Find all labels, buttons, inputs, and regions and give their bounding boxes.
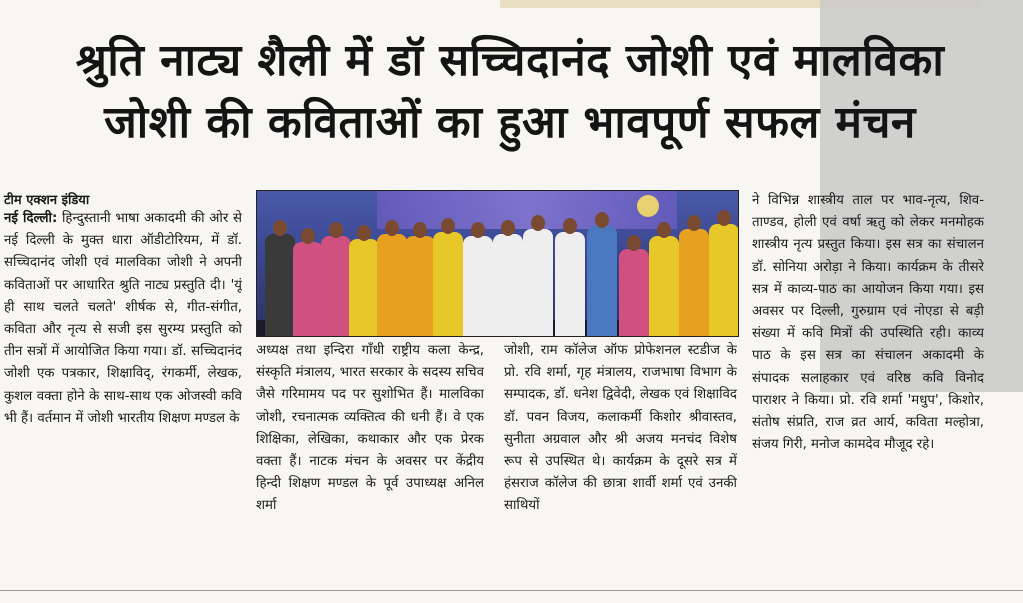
person-head xyxy=(441,218,455,234)
person-figure xyxy=(493,218,523,336)
article-column-2 xyxy=(256,340,484,588)
person-figure xyxy=(649,220,679,336)
person-figure xyxy=(265,218,295,336)
article-column-3 xyxy=(504,340,737,588)
person-body xyxy=(493,234,523,336)
person-figure xyxy=(405,220,435,336)
byline: टीम एक्शन इंडिया xyxy=(4,193,90,208)
person-body xyxy=(709,224,739,336)
column-3-text: जोशी, राम कॉलेज ऑफ प्रोफेशनल स्टडीज के प्रो. रवि शर्मा, गृह मंत्रालय, राजभाषा विभाग के सम्पादक, डॉ. धनेश द्विवेदी, लेखक एवं शिक्षाविद डॉ. पवन विजय, कलाकर्मी किशोर श्रीवास्तव, सुनीता अग्रवाल और श्री अजय मनचंद विशेष रूप से उपस्थित थे। कार्यक्रम के दूसरे सत्र में हंसराज कॉलेज की छात्रा शार्वी शर्मा एवं उनकी साथियों xyxy=(504,343,737,514)
person-body xyxy=(649,236,679,336)
person-figure xyxy=(709,208,739,336)
person-body xyxy=(679,229,709,336)
person-head xyxy=(657,222,671,238)
headline-line-1: श्रुति नाट्य शैली में डॉ सच्चिदानंद जोशी एवं मालविका xyxy=(75,35,945,86)
headline-line-2: जोशी की कविताओं का हुआ भावपूर्ण सफल मंचन xyxy=(104,97,916,148)
person-body xyxy=(433,232,463,336)
person-head xyxy=(273,220,287,236)
person-head xyxy=(329,222,343,238)
person-head xyxy=(385,220,399,236)
person-body xyxy=(523,229,553,336)
bottom-rule xyxy=(0,590,1023,591)
person-figure xyxy=(523,213,553,336)
person-head xyxy=(563,218,577,234)
article-column-4 xyxy=(752,190,984,588)
person-body xyxy=(463,236,493,336)
event-photo xyxy=(256,190,739,337)
person-body xyxy=(587,226,617,336)
person-head xyxy=(357,225,371,241)
person-body xyxy=(265,234,295,336)
person-body xyxy=(349,239,379,336)
person-body xyxy=(293,242,323,336)
person-head xyxy=(627,235,641,251)
person-figure xyxy=(433,216,463,336)
person-figure xyxy=(555,216,585,336)
headline xyxy=(10,30,1010,154)
dateline: नई दिल्ली: xyxy=(4,211,58,226)
person-body xyxy=(321,236,351,336)
person-figure xyxy=(463,220,493,336)
person-head xyxy=(531,215,545,231)
person-body xyxy=(405,236,435,336)
person-head xyxy=(717,210,731,226)
person-head xyxy=(471,222,485,238)
person-head xyxy=(687,215,701,231)
person-figure xyxy=(679,213,709,336)
person-figure xyxy=(587,210,617,336)
person-body xyxy=(619,249,649,336)
column-4-text: ने विभिन्न शास्त्रीय ताल पर भाव-नृत्य, शिव-ताण्डव, होली एवं वर्षा ऋतु को लेकर मनमोहक शास्त्रीय नृत्य प्रस्तुत किया। इस सत्र का संचालन डॉ. सोनिया अरोड़ा ने किया। कार्यक्रम के तीसरे सत्र में काव्य-पाठ का आयोजन किया गया। इस अवसर पर दिल्ली, गुरुग्राम एवं नोएडा से बड़ी संख्या में कवि मित्रों की उपस्थिति रही। काव्य पाठ के इस सत्र का संचालन अकादमी के संपादक सलाहकार एवं वरिष्ठ कवि विनोद पाराशर ने किया। प्रो. रवि शर्मा 'मधुप', किशोर, संतोष संप्रति, राज व्रत आर्य, कविता मल्होत्रा, संजय गिरी, मनोज कामदेव मौजूद रहे। xyxy=(752,193,984,453)
person-body xyxy=(555,232,585,336)
stage-logo xyxy=(637,195,659,217)
person-figure xyxy=(321,220,351,336)
person-figure xyxy=(293,226,323,336)
person-figure xyxy=(349,223,379,336)
person-head xyxy=(413,222,427,238)
person-figure xyxy=(377,218,407,336)
person-body xyxy=(377,234,407,336)
person-head xyxy=(501,220,515,236)
column-1-text: हिन्दुस्तानी भाषा अकादमी की ओर से नई दिल्ली के मुक्त धारा ऑडीटोरियम, में डॉ. सच्चिदानंद जोशी एवं मालविका जोशी ने अपनी कविताओं पर आधारित श्रुति नाट्य प्रस्तुति दी। 'यूं ही साथ चलते चलते' शीर्षक से, गीत-संगीत, कविता और नृत्य से सजी इस सुरम्य प्रस्तुति को तीन सत्रों में आयोजित किया गया। डॉ. सच्चिदानंद जोशी एक पत्रकार, शिक्षाविद्, रंगकर्मी, लेखक, कुशल वक्ता होने के साथ-साथ एक ओजस्वी कवि भी हैं। वर्तमान में जोशी भारतीय शिक्षण मण्डल के xyxy=(4,211,242,426)
article-column-1 xyxy=(4,208,242,588)
person-figure xyxy=(619,233,649,336)
column-2-text: अध्यक्ष तथा इन्दिरा गाँधी राष्ट्रीय कला केन्द्र, संस्कृति मंत्रालय, भारत सरकार के सदस्य सचिव जैसे गरिमामय पद पर सुशोभित हैं। मालविका जोशी, रचनात्मक व्यक्तित्व की धनी हैं। वे एक शिक्षिका, लेखिका, कथाकार और एक प्रेरक वक्ता हैं। नाटक मंचन के अवसर पर केंद्रीय हिन्दी शिक्षण मण्डल के पूर्व उपाध्यक्ष अनिल शर्मा xyxy=(256,343,484,514)
person-head xyxy=(301,228,315,244)
person-head xyxy=(595,212,609,228)
